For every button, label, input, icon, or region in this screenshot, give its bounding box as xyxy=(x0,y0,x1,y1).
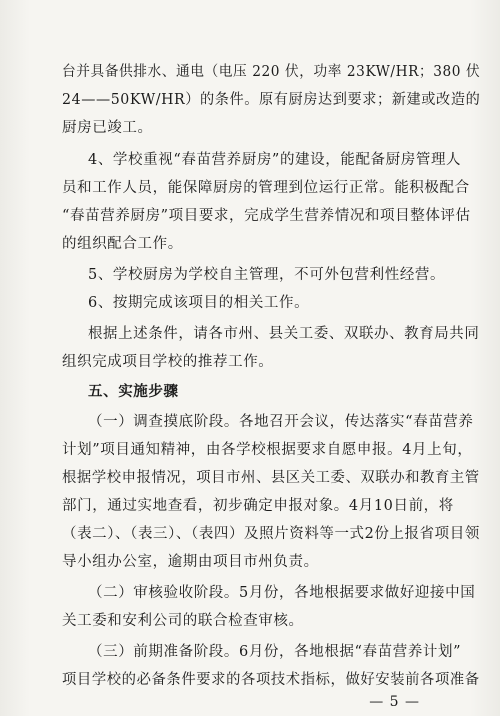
text-line: 厨房已竣工。 xyxy=(62,120,153,136)
section-heading: 五、实施步骤 xyxy=(88,384,179,400)
text-line: 5、学校厨房为学校自主管理，不可外包营利性经营。 xyxy=(88,267,446,283)
text-line: 24——50KW/HR）的条件。原有厨房达到要求；新建或改造的 xyxy=(62,92,481,108)
text-line: 4、学校重视“春苗营养厨房”的建设，能配备厨房管理人 xyxy=(88,152,462,168)
text-line: （二）审核验收阶段。5月份，各地根据要求做好迎接中国 xyxy=(88,585,476,601)
text-line: 导小组办公室，逾期由项目市州负责。 xyxy=(62,554,319,570)
text-line: 台并具备供排水、通电（电压 220 伏，功率 23KW/HR；380 伏 xyxy=(62,64,481,80)
text-line: （一）调查摸底阶段。各地召开会议，传达落实“春苗营养 xyxy=(88,414,474,430)
text-line: （三）前期准备阶段。6月份，各地根据“春苗营养计划” xyxy=(88,644,462,660)
text-line: 6、按期完成该项目的相关工作。 xyxy=(88,295,310,311)
text-line: 员和工作人员，能保障厨房的管理到位运行正常。能积极配合 xyxy=(62,180,470,196)
text-line: 根据学校申报情况，项目市州、县区关工委、双联办和教育主管 xyxy=(62,470,480,486)
text-line: 关工委和安利公司的联合检查审核。 xyxy=(62,613,304,629)
text-line: 项目学校的必备条件要求的各项技术指标，做好安装前各项准备 xyxy=(62,672,480,688)
text-line: “春苗营养厨房”项目要求，完成学生营养情况和项目整体评估 xyxy=(62,208,471,224)
text-line: （表二）、（表三）、（表四）及照片资料等一式2份上报省项目领 xyxy=(62,526,480,542)
text-line: 的组织配合工作。 xyxy=(62,236,183,252)
text-line: 根据上述条件，请各市州、县关工委、双联办、教育局共同 xyxy=(88,326,480,342)
text-line: 计划”项目通知精神，由各学校根据要求自愿申报。4月上旬， xyxy=(62,442,473,458)
text-line: 组织完成项目学校的推荐工作。 xyxy=(62,354,274,370)
page-number: — 5 — xyxy=(369,694,420,710)
text-line: 部门，通过实地查看，初步确定申报对象。4月10日前，将 xyxy=(62,498,454,514)
